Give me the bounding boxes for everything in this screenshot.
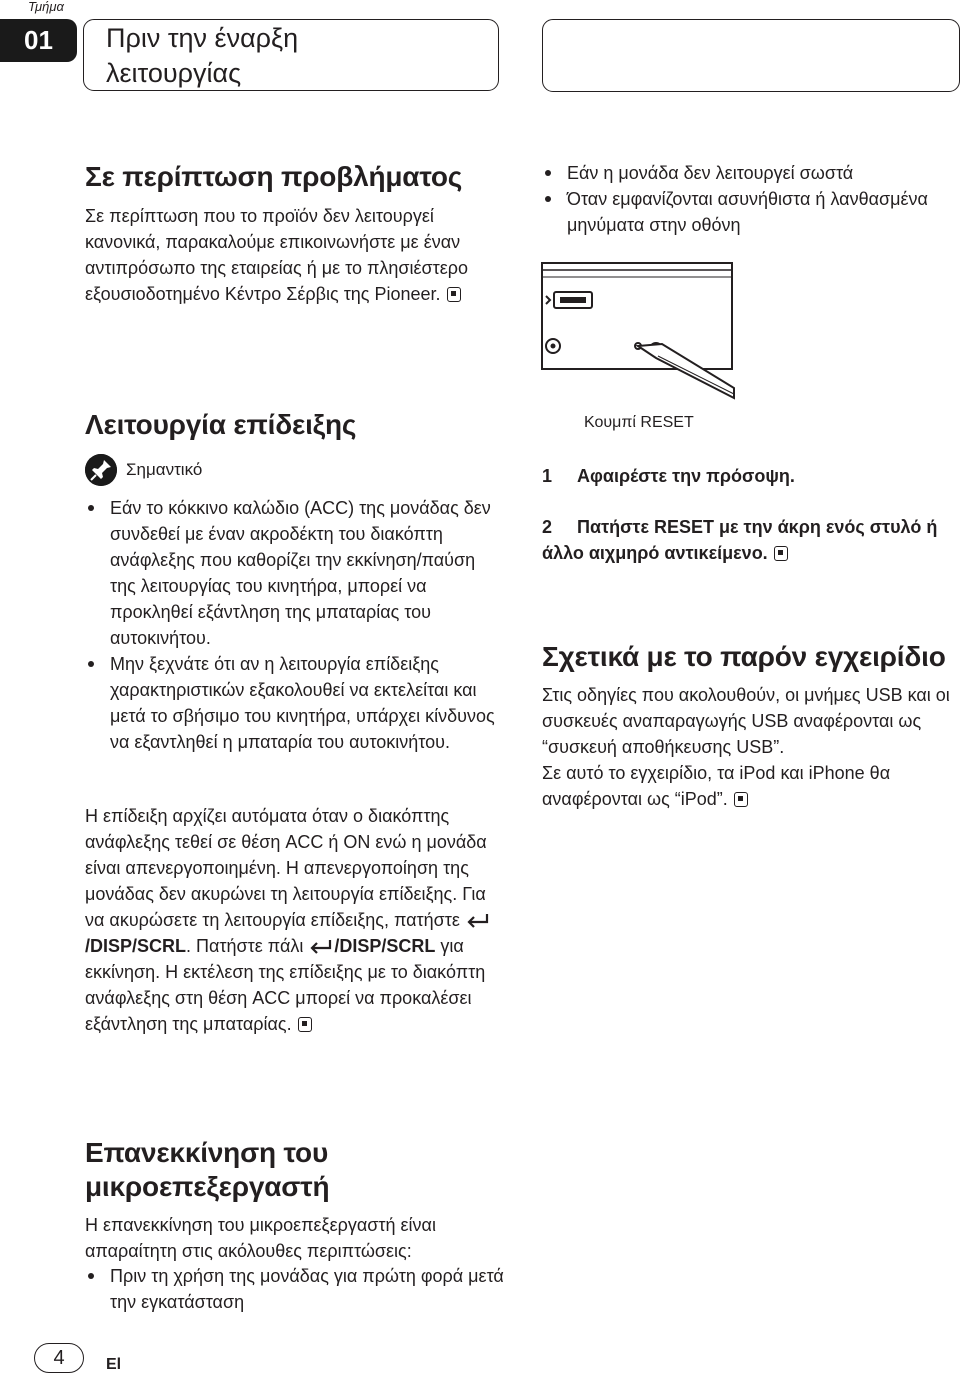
restart-bullet-list-left [85,1263,505,1315]
end-of-section-icon [447,287,461,302]
step-1 [542,463,958,489]
important-icon [85,454,117,486]
page-number: 4 [34,1343,84,1373]
demo-paragraph-part-3: για εκκίνηση. Η εκτέλεση της επίδειξης με το διακόπτη ανάφλεξης στη θέση ACC μπορεί να προκαλέσει εξάντληση της μπαταρίας. [85,936,486,1034]
restart-heading [85,1136,505,1204]
demo-paragraph [85,803,505,1037]
demo-bullet-1: Εάν το κόκκινο καλώδιο (ACC) της μονάδας δεν συνδεθεί με έναν ακροδέκτη του διακόπτη ανάφλεξης που καθορίζει την εκκίνηση/παύση της λειτουργίας του κινητήρα, μπορεί να προκληθεί εξάντληση της μπαταρίας του αυτοκινήτου. [85,495,505,651]
trouble-paragraph: Σε περίπτωση που το προϊόν δεν λειτουργεί κανονικά, παρακαλούμε επικοινωνήστε με έναν αντιπρόσωπο της εταιρείας ή με το πλησιέστερο εξουσιοδοτημένο Κέντρο Σέρβις της Pioneer. [85,206,469,304]
manual-heading: Σχετικά με το παρόν εγχειρίδιο [542,641,946,672]
restart-bullet-3: Όταν εμφανίζονται ασυνήθιστα ή λανθασμένα μηνύματα στην οθόνη [542,186,952,238]
end-of-section-icon [734,792,748,807]
chapter-title-line-1: Πριν την έναρξη [106,23,299,53]
demo-bullet-2: Μην ξεχνάτε ότι αν η λειτουργία επίδειξης χαρακτηριστικών εξακολουθεί να εκτελείται και μετά το σβήσιμο του κινητήρα, υπάρχει κίνδυνος να εξαντληθεί η μπαταρία του αυτοκινήτου. [85,651,505,755]
restart-bullet-list-right [542,160,952,238]
header-blank-box [542,19,960,92]
important-label: Σημαντικό [126,460,203,479]
restart-bullet-1: Πριν τη χρήση της μονάδας για πρώτη φορά μετά την εγκατάσταση [85,1263,505,1315]
pushpin-icon [85,454,117,486]
trouble-heading: Σε περίπτωση προβλήματος [85,161,463,192]
restart-intro: Η επανεκκίνηση του μικροεπεξεργαστή είναι απαραίτητη στις ακόλουθες περιπτώσεις: [85,1215,436,1261]
manual-text [542,682,957,812]
restart-heading-line-2: μικροεπεξεργαστή [85,1171,330,1202]
manual-paragraph-2-text: Σε αυτό το εγχειρίδιο, τα iPod και iPhone θα αναφέρονται ως “iPod”. [542,763,891,809]
section-label: Τμήμα [28,0,64,14]
restart-bullet-2: Εάν η μονάδα δεν λειτουργεί σωστά [542,160,952,186]
demo-bullet-list [85,495,505,755]
disp-scrl-button-label: /DISP/SCRL [85,936,187,956]
manual-paragraph-1: Στις οδηγίες που ακολουθούν, οι μνήμες USB και οι συσκευές αναπαραγωγής USB αναφέρονται ως “συσκευή αποθήκευσης USB”. [542,685,950,757]
language-code: El [106,1356,122,1373]
reset-button-illustration [538,260,738,410]
step-2-text: Πατήστε RESET με την άκρη ενός στυλό ή άλλο αιχμηρό αντικείμενο. [542,517,938,563]
figure-caption: Κουμπί RESET [584,414,694,431]
step-2-number: 2 [542,517,553,537]
step-1-text: Αφαιρέστε την πρόσοψη. [577,466,795,486]
chapter-title-line-2: λειτουργίας [106,58,242,88]
step-2 [542,514,960,566]
restart-heading-line-1: Επανεκκίνηση του [85,1137,329,1168]
demo-paragraph-part-1: Η επίδειξη αρχίζει αυτόματα όταν ο διακόπτης ανάφλεξης τεθεί σε θέση ACC ή ON ενώ η μονάδα είναι απενεργοποιημένη. Η απενεργοποίηση της μονάδας δεν ακυρώνει τη λειτουργία επίδειξης. Για να ακυρώσετε τη λειτουργία επίδειξης, πατήστε [85,806,487,930]
disp-scrl-button-label-2: /DISP/SCRL [334,936,436,956]
manual-paragraph-2 [542,760,957,812]
step-1-number: 1 [542,466,553,486]
section-number-badge: 01 [0,19,77,62]
demo-heading: Λειτουργία επίδειξης [85,409,357,440]
end-of-section-icon [298,1017,312,1032]
trouble-text [85,203,485,307]
demo-paragraph-part-2: . Πατήστε πάλι [186,936,304,956]
end-of-section-icon [774,546,788,561]
return-arrow-icon [308,938,334,954]
return-arrow-icon [465,912,491,928]
chapter-title [106,21,486,91]
